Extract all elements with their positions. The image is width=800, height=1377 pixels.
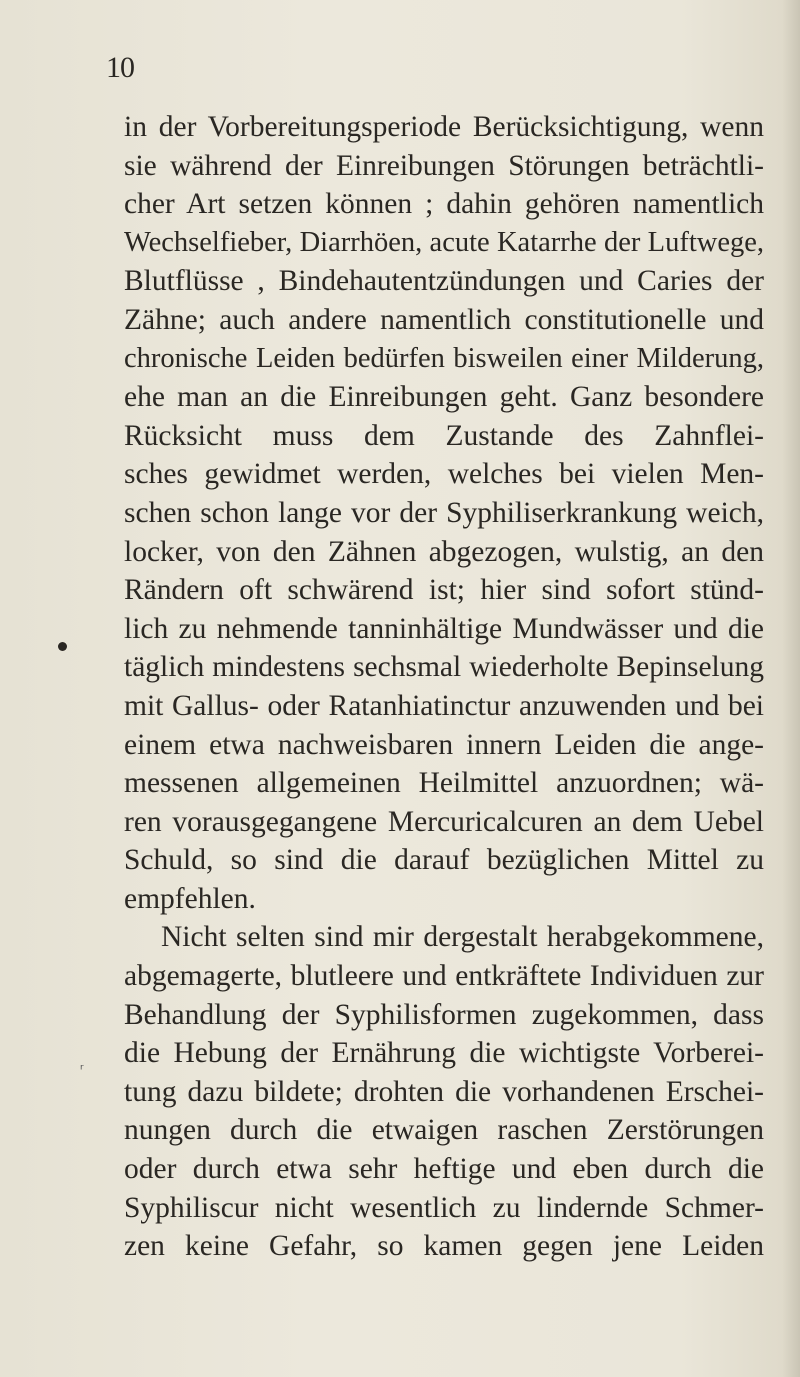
text-line: abgemagerte, blutleere und entkräftete Individuen zur (124, 960, 764, 993)
text-line: ren vorausgegangene Mercuricalcuren an dem Uebel (124, 805, 764, 838)
text-line-paragraph-end: empfehlen. (124, 882, 256, 915)
text-line: Blutflüsse , Bindehautentzündungen und Caries der (124, 265, 764, 298)
text-line: Syphiliscur nicht wesentlich zu lindernde Schmer- (124, 1191, 764, 1224)
page-number: 10 (106, 51, 134, 84)
text-line: täglich mindestens sechsmal wiederholte Bepinselung (124, 651, 764, 684)
text-line: chronische Leiden bedürfen bisweilen einer Milderung, (124, 342, 764, 374)
text-line: lich zu nehmende tanninhältige Mundwässer und die (124, 612, 764, 645)
text-line: einem etwa nachweisbaren innern Leiden die ange- (124, 728, 764, 761)
text-line: ehe man an die Einreibungen geht. Ganz besondere (124, 381, 764, 414)
text-line: nungen durch die etwaigen raschen Zerstörungen (124, 1114, 764, 1147)
text-line: Wechselfieber, Diarrhöen, acute Katarrhe der Luftwege, (124, 226, 764, 258)
text-line: sches gewidmet werden, welches bei vielen Men- (124, 458, 764, 491)
text-line: locker, von den Zähnen abgezogen, wulstig, an den (124, 535, 764, 568)
text-line: Rändern oft schwärend ist; hier sind sofort stünd- (124, 574, 764, 607)
text-line: mit Gallus- oder Ratanhiatinctur anzuwenden und bei (124, 689, 764, 722)
text-line: zen keine Gefahr, so kamen gegen jene Leiden (124, 1230, 764, 1263)
page-edge-shadow (782, 0, 800, 1377)
margin-dot-mark (58, 642, 67, 651)
text-line-paragraph-start: Nicht selten sind mir dergestalt herabgekommene, (161, 921, 764, 954)
text-line: Behandlung der Syphilisformen zugekommen, dass (124, 998, 764, 1031)
text-line: messenen allgemeinen Heilmittel anzuordnen; wä- (124, 767, 764, 800)
text-line: schen schon lange vor der Syphiliserkrankung weich, (124, 496, 764, 529)
text-line: Zähne; auch andere namentlich constitutionelle und (124, 303, 764, 336)
text-line: Rücksicht muss dem Zustande des Zahnflei- (124, 419, 764, 452)
body-text (124, 108, 764, 1266)
text-line: oder durch etwa sehr heftige und eben durch die (124, 1153, 764, 1186)
text-line: tung dazu bildete; drohten die vorhandenen Erschei- (124, 1075, 764, 1108)
text-line: cher Art setzen können ; dahin gehören namentlich (124, 188, 764, 221)
margin-tick-mark: ʳ (80, 1062, 84, 1078)
text-line: sie während der Einreibungen Störungen beträchtli- (124, 149, 764, 182)
text-line: in der Vorbereitungsperiode Berücksichtigung, wenn (124, 111, 764, 143)
text-line: die Hebung der Ernährung die wichtigste Vorberei- (124, 1037, 764, 1070)
text-line: Schuld, so sind die darauf bezüglichen Mittel zu (124, 844, 764, 877)
